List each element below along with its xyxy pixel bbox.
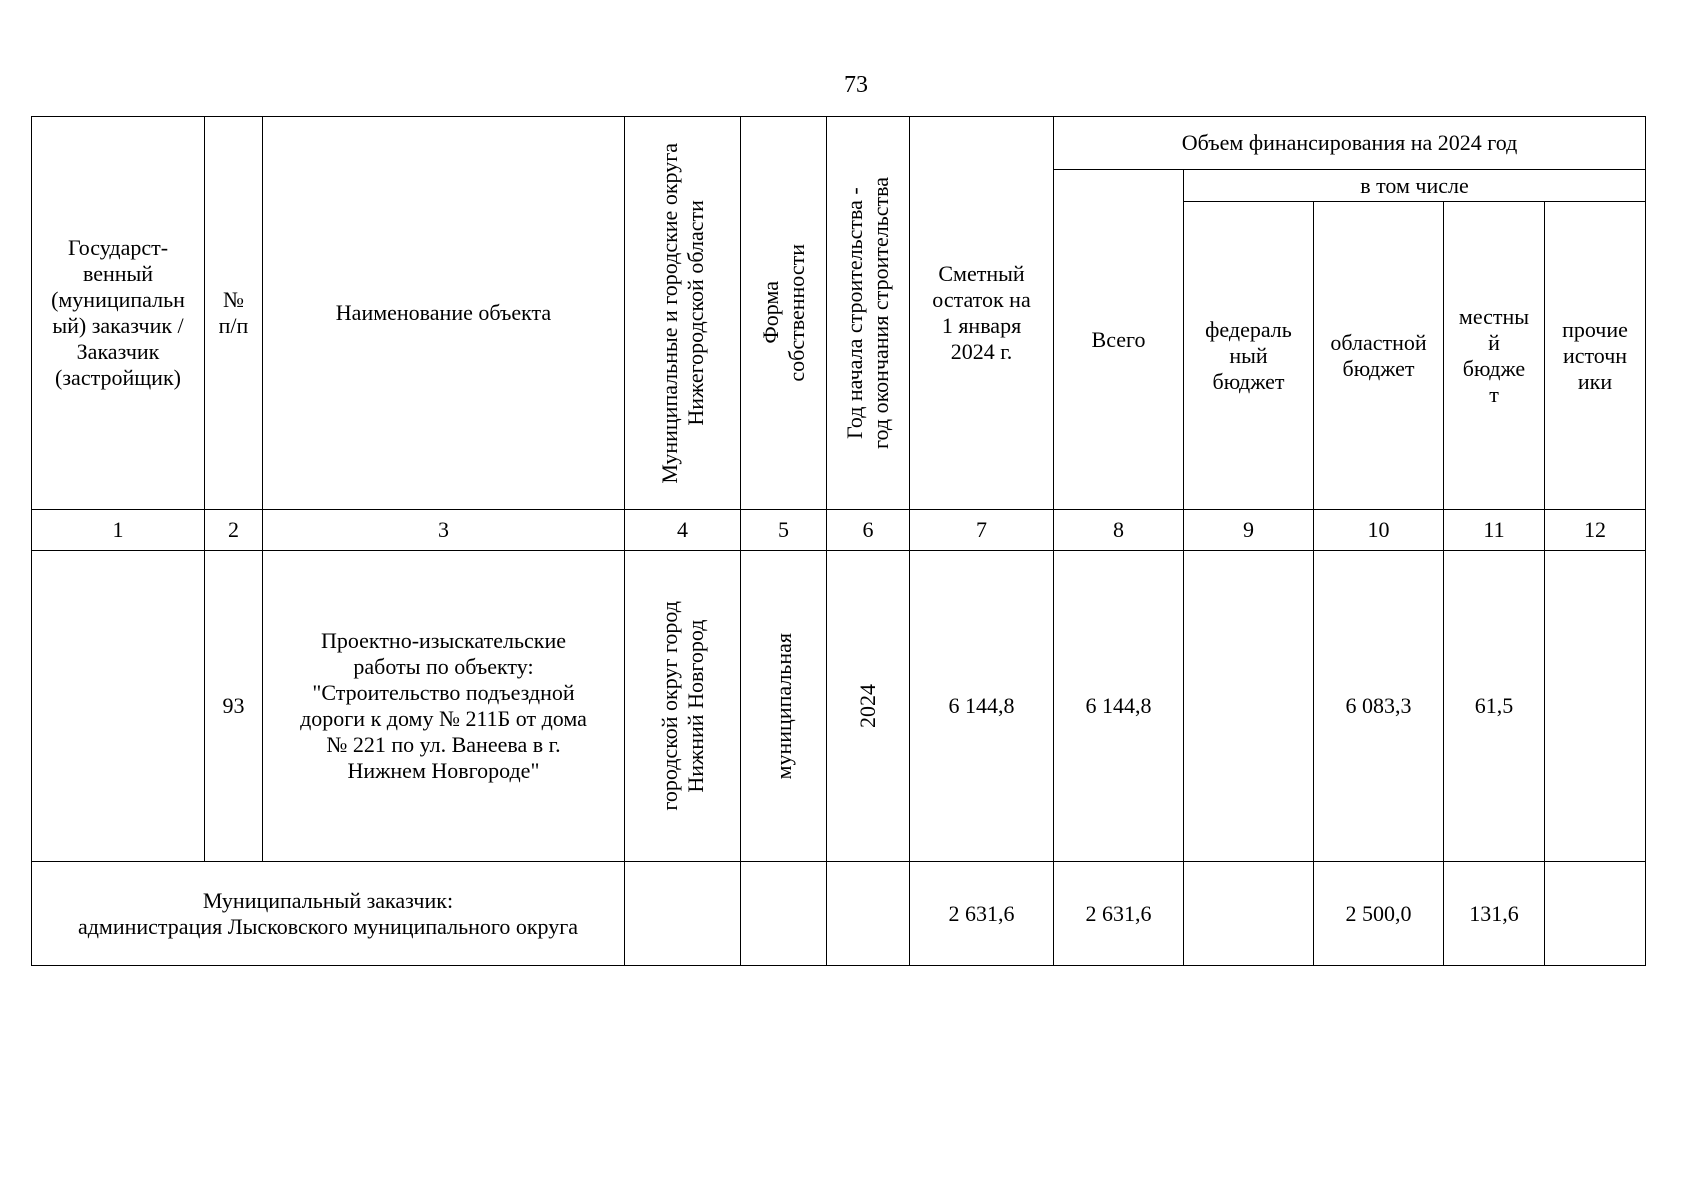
object-ownership-cell (741, 551, 827, 862)
column-number: 4 (625, 510, 741, 551)
header-years: Год начала строительства - год окончания строительства (842, 177, 893, 449)
header-ownership-cell (741, 117, 827, 510)
summary-empty-cell (625, 862, 741, 966)
header-number: № п/п (205, 117, 263, 510)
column-number: 6 (827, 510, 910, 551)
object-years: 2024 (855, 684, 880, 728)
investment-table (31, 116, 1646, 966)
header-other: прочие источн ики (1545, 202, 1646, 510)
header-municipality: Муниципальные и городские округа Нижегородской области (656, 142, 708, 484)
header-federal: федераль ный бюджет (1184, 202, 1314, 510)
header-including: в том числе (1184, 170, 1646, 202)
summary-empty-cell (741, 862, 827, 966)
summary-total: 2 631,6 (1054, 862, 1184, 966)
object-name: Проектно-изыскательские работы по объекту: "Строительство подъездной дороги к дому № 211Б от дома № 221 по ул. Ванеева в г. Нижнем Новгороде" (263, 551, 625, 862)
column-number: 12 (1545, 510, 1646, 551)
summary-other (1545, 862, 1646, 966)
object-municipality-cell (625, 551, 741, 862)
summary-row (32, 862, 1646, 966)
header-regional: областной бюджет (1314, 202, 1444, 510)
object-ownership: муниципальная (770, 632, 796, 780)
column-number: 1 (32, 510, 205, 551)
column-number: 2 (205, 510, 263, 551)
object-federal (1184, 551, 1314, 862)
summary-local: 131,6 (1444, 862, 1545, 966)
object-row (32, 551, 1646, 862)
object-local: 61,5 (1444, 551, 1545, 862)
summary-federal (1184, 862, 1314, 966)
object-total: 6 144,8 (1054, 551, 1184, 862)
summary-estimated-balance: 2 631,6 (910, 862, 1054, 966)
summary-empty-cell (827, 862, 910, 966)
column-number: 5 (741, 510, 827, 551)
object-customer (32, 551, 205, 862)
object-regional: 6 083,3 (1314, 551, 1444, 862)
column-number: 7 (910, 510, 1054, 551)
page-number: 73 (844, 72, 868, 98)
header-ownership: Форма собственности (757, 244, 809, 382)
column-number: 3 (263, 510, 625, 551)
column-number: 9 (1184, 510, 1314, 551)
column-number: 8 (1054, 510, 1184, 551)
summary-customer-label: Муниципальный заказчик: администрация Лысковского муниципального округа (32, 862, 625, 966)
header-object-name: Наименование объекта (263, 117, 625, 510)
header-municipality-cell (625, 117, 741, 510)
column-number: 10 (1314, 510, 1444, 551)
summary-regional: 2 500,0 (1314, 862, 1444, 966)
header-years-cell (827, 117, 910, 510)
column-number-row (32, 510, 1646, 551)
header-local: местны й бюдже т (1444, 202, 1545, 510)
header-financing-title: Объем финансирования на 2024 год (1054, 117, 1646, 170)
header-total: Всего (1054, 170, 1184, 510)
header-estimated-balance: Сметный остаток на 1 января 2024 г. (910, 117, 1054, 510)
object-number: 93 (205, 551, 263, 862)
object-years-cell (827, 551, 910, 862)
object-other (1545, 551, 1646, 862)
column-number: 11 (1444, 510, 1545, 551)
object-estimated-balance: 6 144,8 (910, 551, 1054, 862)
header-customer: Государст- венный (муниципальн ый) заказчик / Заказчик (застройщик) (32, 117, 205, 510)
object-municipality: городской округ город Нижний Новгород (656, 601, 708, 811)
